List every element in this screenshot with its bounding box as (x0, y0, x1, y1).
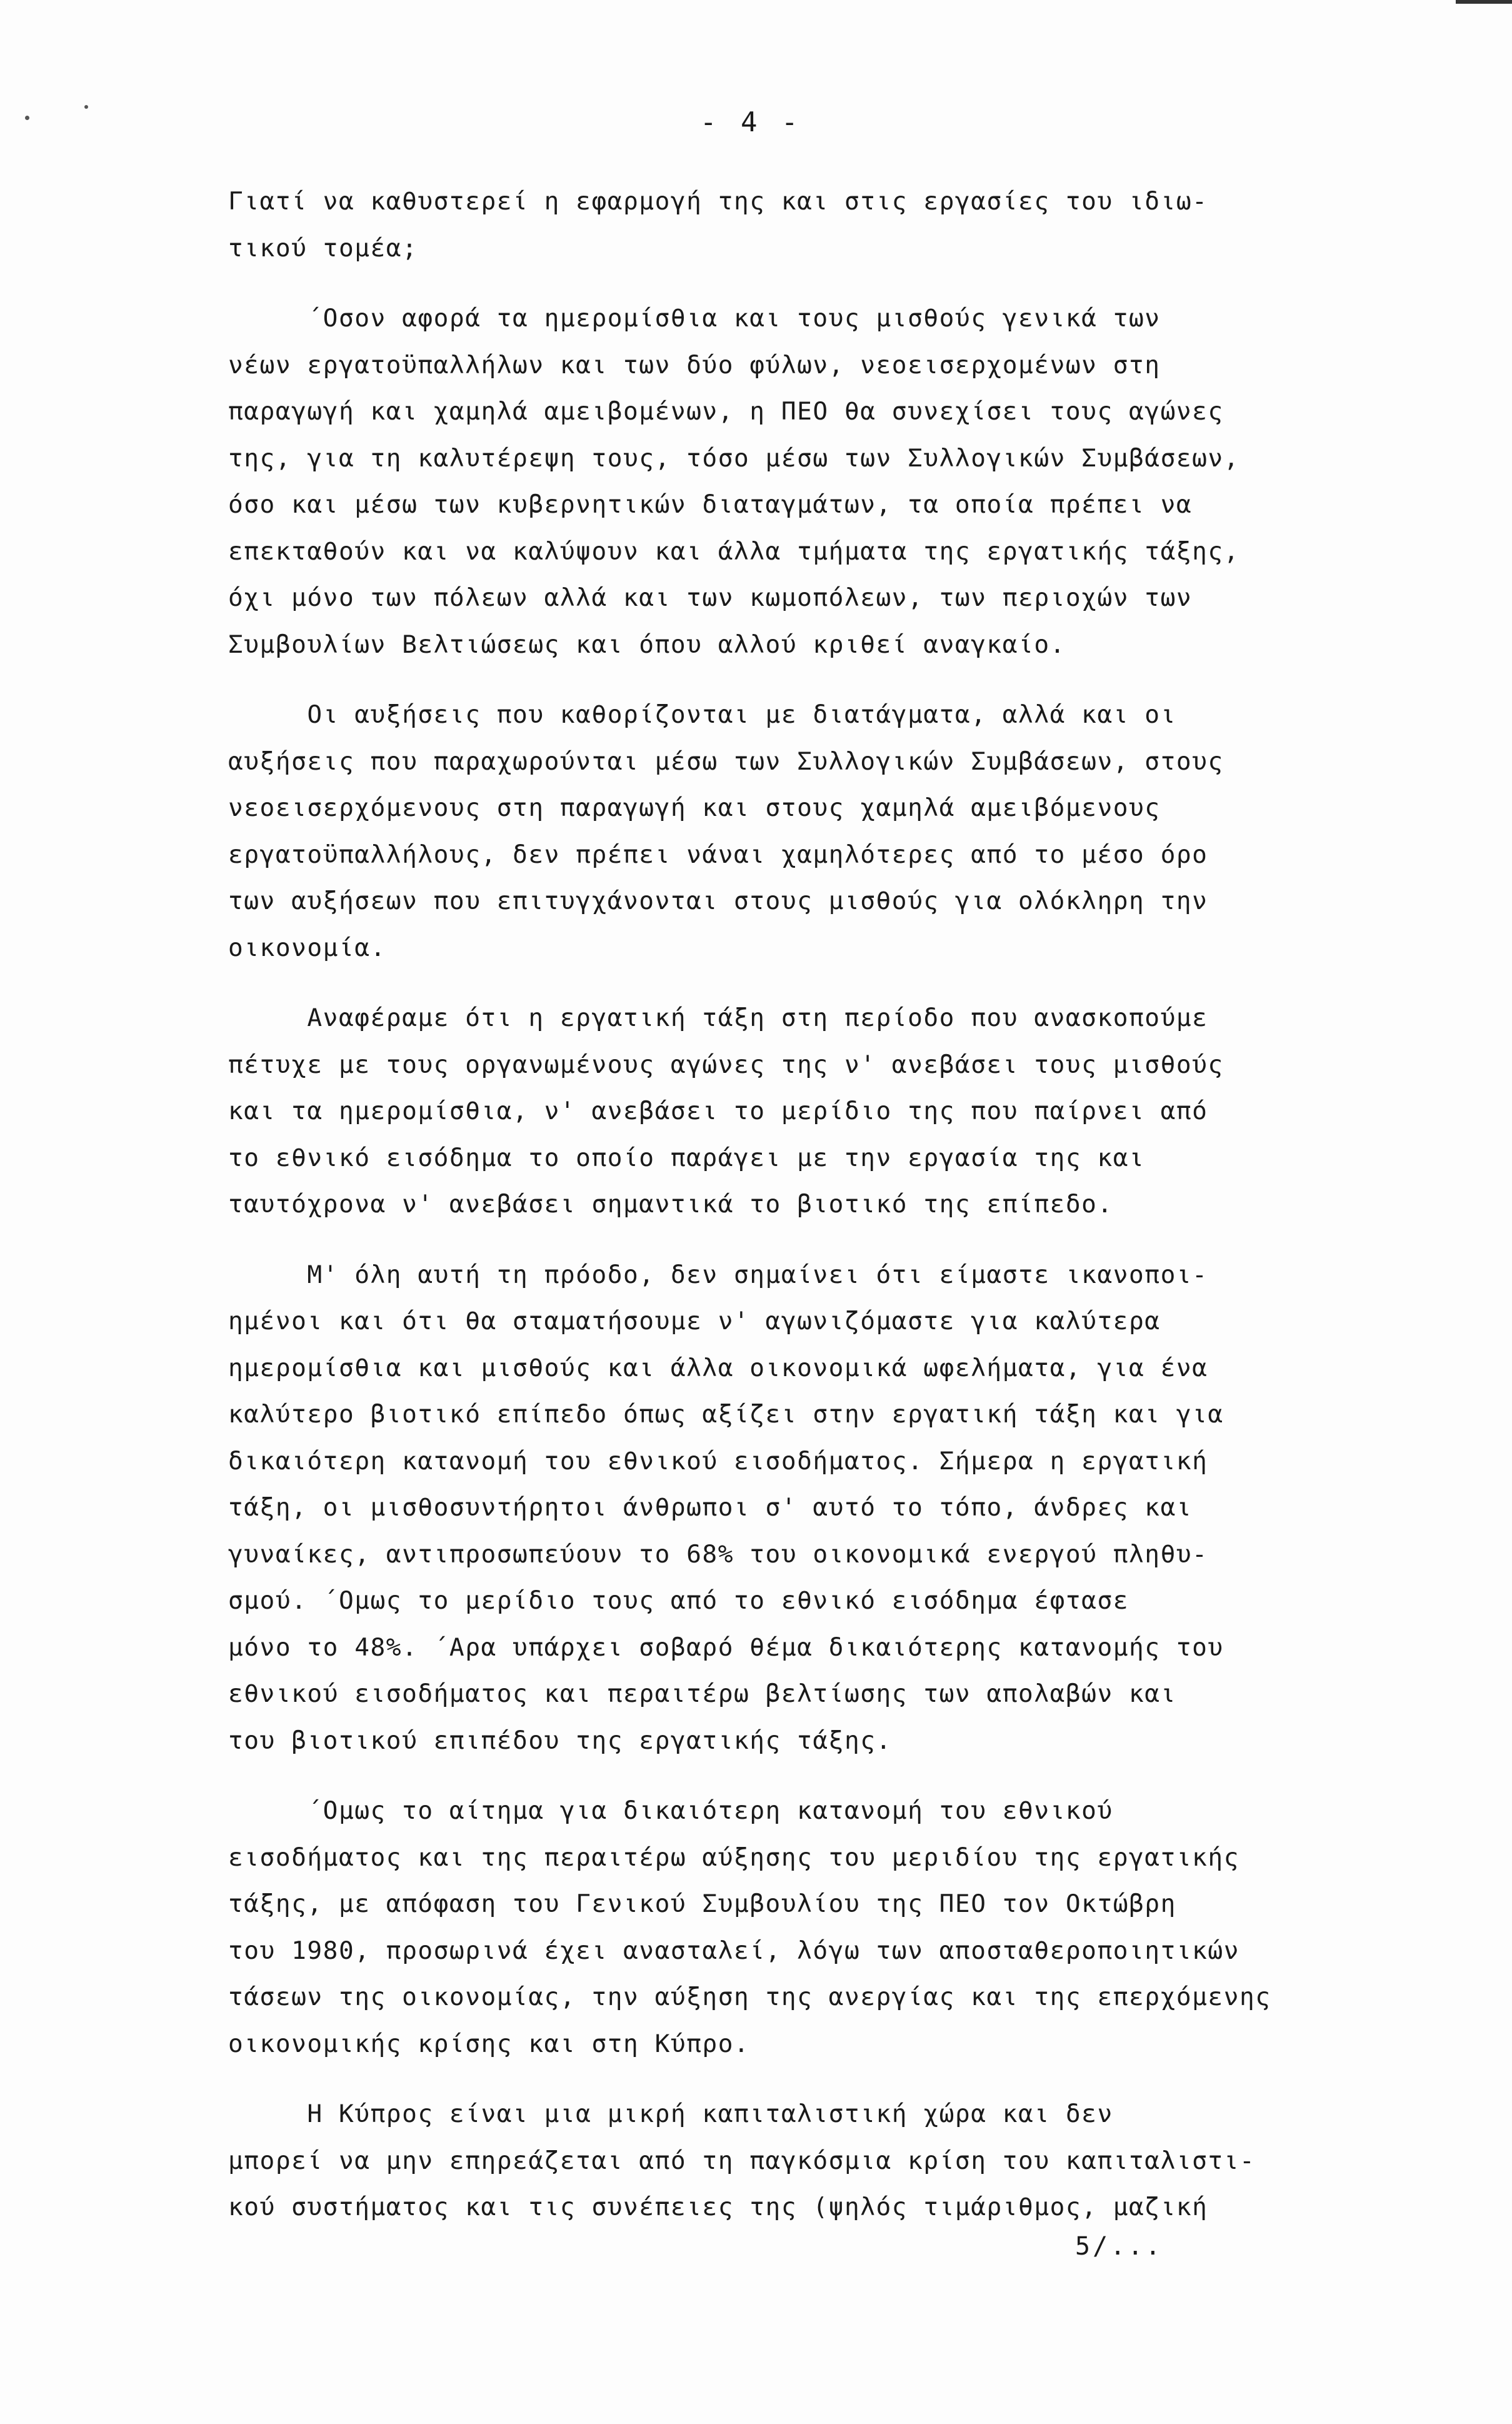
page-number: - 4 - (700, 106, 802, 138)
text-line: γυναίκες, αντιπροσωπεύουν το 68% του οικονομικά ενεργού πληθυ- (228, 1539, 1208, 1569)
paragraph-gap (228, 971, 1459, 995)
paragraph-gap (228, 1228, 1459, 1252)
paragraph-gap (228, 2067, 1459, 2091)
paragraph (228, 295, 1459, 668)
text-line: Η Κύπρος είναι μια μικρή καπιταλιστική χώρα και δεν (228, 2100, 1113, 2128)
paragraph (228, 1252, 1459, 1764)
scan-speck (25, 116, 29, 120)
text-line: Αναφέραμε ότι η εργατική τάξη στη περίοδο που ανασκοπούμε (228, 1003, 1208, 1032)
text-line: ΄Οσον αφορά τα ημερομίσθια και τους μισθούς γενικά των (228, 304, 1161, 333)
text-line: Οι αυξήσεις που καθορίζονται με διατάγματα, αλλά και οι (228, 700, 1176, 729)
document-body (228, 178, 1459, 2231)
paragraph (228, 995, 1459, 1228)
text-line: ημένοι και ότι θα σταματήσουμε ν' αγωνιζόμαστε για καλύτερα (228, 1307, 1161, 1335)
text-line: δικαιότερη κατανομή του εθνικού εισοδήματος. Σήμερα η εργατική (228, 1446, 1208, 1476)
text-line: των αυξήσεων που επιτυγχάνονται στους μισθούς για ολόκληρη την (228, 887, 1208, 915)
text-line: τάξη, οι μισθοσυντήρητοι άνθρωποι σ' αυτό το τόπο, άνδρες και (228, 1493, 1193, 1522)
text-line: εισοδήματος και της περαιτέρω αύξησης του μεριδίου της εργατικής (228, 1843, 1239, 1872)
text-line: μπορεί να μην επηρεάζεται από τη παγκόσμια κρίση του καπιταλιστι- (228, 2146, 1256, 2175)
text-line: σμού. ΄Ομως το μερίδιο τους από το εθνικό εισόδημα έφτασε (228, 1586, 1129, 1615)
text-line: της, για τη καλυτέρεψη τους, τόσο μέσω των Συλλογικών Συμβάσεων, (228, 443, 1239, 473)
text-line: Συμβουλίων Βελτιώσεως και όπου αλλού κριθεί αναγκαίο. (228, 630, 1066, 659)
text-line: πέτυχε με τους οργανωμένους αγώνες της ν' ανεβάσει τους μισθούς (228, 1050, 1224, 1079)
paragraph (228, 1788, 1459, 2067)
text-line: οικονομικής κρίσης και στη Κύπρο. (228, 2029, 750, 2058)
text-line: Μ' όλη αυτή τη πρόοδο, δεν σημαίνει ότι είμαστε ικανοποι- (228, 1260, 1208, 1289)
text-line: εθνικού εισοδήματος και περαιτέρω βελτίωσης των απολαβών και (228, 1679, 1176, 1708)
text-line: τάξης, με απόφαση του Γενικού Συμβουλίου της ΠΕΟ τον Οκτώβρη (228, 1889, 1176, 1918)
paragraph (228, 691, 1459, 971)
text-line: εργατοϋπαλλήλους, δεν πρέπει νάναι χαμηλότερες από το μέσο όρο (228, 840, 1208, 869)
text-line: του βιοτικού επιπέδου της εργατικής τάξης. (228, 1726, 892, 1755)
scan-speck (84, 105, 88, 109)
paragraph (228, 2091, 1459, 2231)
text-line: τάσεων της οικονομίας, την αύξηση της ανεργίας και της επερχόμενης (228, 1983, 1271, 2011)
text-line: ταυτόχρονα ν' ανεβάσει σημαντικά το βιοτικό της επίπεδο. (228, 1190, 1113, 1219)
paragraph-gap (228, 271, 1459, 295)
text-line: όσο και μέσω των κυβερνητικών διαταγμάτων, τα οποία πρέπει να (228, 490, 1193, 519)
text-line: ΄Ομως το αίτημα για δικαιότερη κατανομή του εθνικού (228, 1796, 1113, 1825)
text-line: όχι μόνο των πόλεων αλλά και των κωμοπόλεων, των περιοχών των (228, 583, 1193, 612)
continuation-marker: 5/... (1075, 2232, 1163, 2261)
paragraph-gap (228, 668, 1459, 691)
text-line: ημερομίσθια και μισθούς και άλλα οικονομικά ωφελήματα, για ένα (228, 1353, 1208, 1382)
text-line: Γιατί να καθυστερεί η εφαρμογή της και στις εργασίες του ιδιω- (228, 187, 1208, 216)
paragraph (228, 178, 1459, 271)
text-line: μόνο το 48%. ΄Αρα υπάρχει σοβαρό θέμα δικαιότερης κατανομής του (228, 1632, 1224, 1662)
text-line: οικονομία. (228, 933, 386, 962)
text-line: νεοεισερχόμενους στη παραγωγή και στους χαμηλά αμειβόμενους (228, 793, 1161, 822)
text-line: αυξήσεις που παραχωρούνται μέσω των Συλλογικών Συμβάσεων, στους (228, 747, 1224, 776)
text-line: του 1980, προσωρινά έχει ανασταλεί, λόγω των αποσταθεροποιητικών (228, 1936, 1239, 1965)
text-line: καλύτερο βιοτικό επίπεδο όπως αξίζει στην εργατική τάξη και για (228, 1400, 1224, 1429)
text-line: το εθνικό εισόδημα το οποίο παράγει με την εργασία της και (228, 1143, 1145, 1172)
text-line: και τα ημερομίσθια, ν' ανεβάσει το μερίδιο της που παίρνει από (228, 1097, 1208, 1125)
text-line: τικού τομέα; (228, 233, 418, 263)
text-line: νέων εργατοϋπαλλήλων και των δύο φύλων, νεοεισερχομένων στη (228, 350, 1161, 380)
scan-edge-mark (1456, 0, 1512, 4)
text-line: επεκταθούν και να καλύψουν και άλλα τμήματα της εργατικής τάξης, (228, 536, 1239, 566)
text-line: κού συστήματος και τις συνέπειες της (ψηλός τιμάριθμος, μαζική (228, 2193, 1208, 2221)
text-line: παραγωγή και χαμηλά αμειβομένων, η ΠΕΟ θα συνεχίσει τους αγώνες (228, 397, 1224, 426)
paragraph-gap (228, 1764, 1459, 1788)
